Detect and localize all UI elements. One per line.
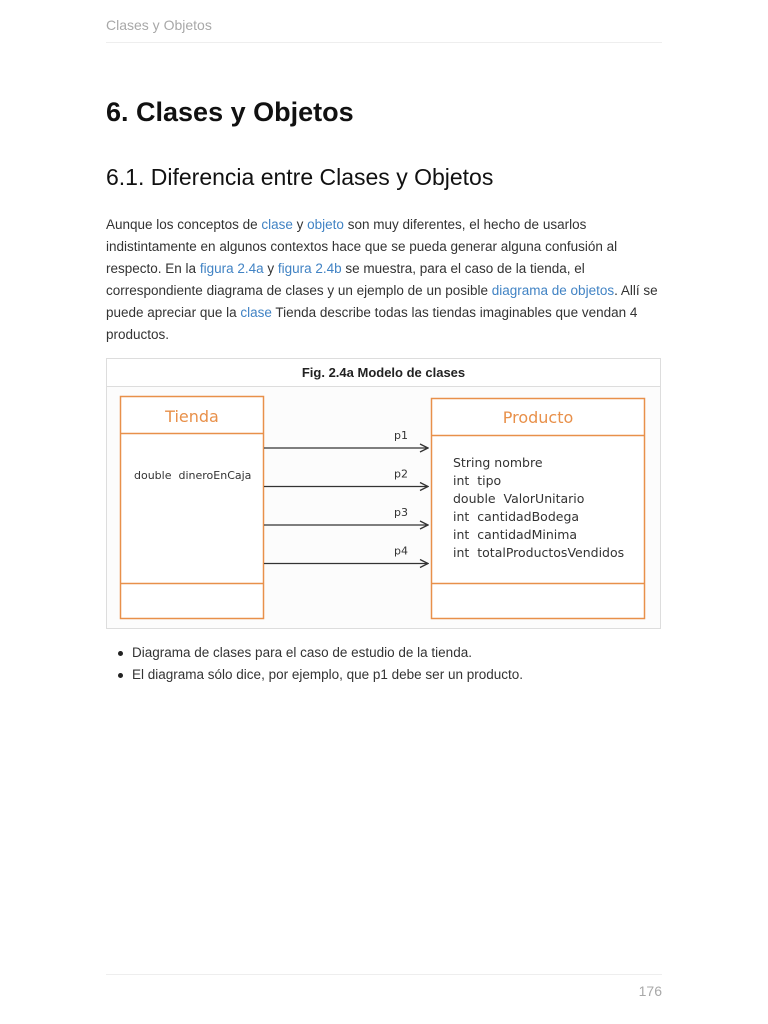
class-attribute: int tipo	[453, 473, 502, 488]
paragraph-text: y	[263, 261, 278, 276]
association-label-p1: p1	[394, 429, 408, 442]
section-title: 6.1. Diferencia entre Clases y Objetos	[106, 164, 494, 190]
class-box-tienda	[121, 397, 264, 619]
link-clase-2[interactable]: clase	[240, 305, 272, 320]
paragraph-text: se muestra, para el caso de la tienda, el correspondiente diagrama de clases y un ejemplo de un posible	[106, 261, 585, 298]
list-item	[106, 642, 666, 664]
tienda-attributes	[134, 469, 251, 482]
link-objeto[interactable]: objeto	[307, 217, 344, 232]
uml-class-diagram	[107, 387, 660, 628]
header-divider	[106, 42, 662, 43]
bullet-list	[106, 642, 666, 686]
link-clase[interactable]: clase	[261, 217, 293, 232]
class-box-border	[121, 397, 264, 619]
class-attribute: int totalProductosVendidos	[453, 545, 625, 560]
figure-body	[107, 387, 660, 628]
paragraph-text: . Allí se puede apreciar que la	[106, 283, 658, 320]
figure-caption: Fig. 2.4a Modelo de clases	[107, 359, 660, 387]
paragraph-text: Aunque los conceptos de	[106, 217, 262, 232]
running-header: Clases y Objetos	[106, 17, 212, 33]
class-attribute: int cantidadBodega	[453, 509, 580, 524]
class-attribute: String nombre	[453, 455, 543, 470]
bullet-dot	[118, 651, 123, 656]
paragraph-text: y	[292, 217, 308, 232]
list-item-text: El diagrama sólo dice, por ejemplo, que p1 debe ser un producto.	[132, 667, 523, 682]
list-item-text: Diagrama de clases para el caso de estudio de la tienda.	[132, 645, 472, 660]
paragraph-text: Tienda describe todas las tiendas imaginables que vendan 4 productos.	[106, 305, 638, 342]
association-label-p3: p3	[394, 506, 408, 519]
link-figura-2-4b[interactable]: figura 2.4b	[277, 261, 342, 276]
page-number: 176	[638, 983, 662, 999]
class-diagram-figure	[106, 358, 661, 629]
footer-divider	[106, 974, 662, 975]
class-box-producto	[432, 399, 645, 619]
link-diagrama-de-objetos[interactable]: diagrama de objetos	[491, 283, 615, 298]
association-label-p2: p2	[394, 467, 408, 481]
class-name-tienda: Tienda	[165, 407, 219, 426]
class-attribute: int cantidadMinima	[453, 527, 578, 542]
association-label-p4: p4	[394, 544, 408, 558]
link-figura-2-4a[interactable]: figura 2.4a	[199, 261, 264, 276]
list-item	[106, 664, 666, 686]
associations	[264, 429, 428, 564]
class-attribute: double dineroEnCaja	[134, 469, 252, 482]
paragraph-text: son muy diferentes, el hecho de usarlos indistintamente en algunos contextos hace que se pueda generar alguna confusión al respecto. En la	[106, 217, 618, 276]
chapter-title: 6. Clases y Objetos	[106, 97, 354, 127]
intro-paragraph	[106, 214, 666, 346]
class-name-producto: Producto	[502, 408, 574, 427]
bullet-dot	[118, 673, 123, 678]
class-attribute: double ValorUnitario	[453, 491, 585, 506]
